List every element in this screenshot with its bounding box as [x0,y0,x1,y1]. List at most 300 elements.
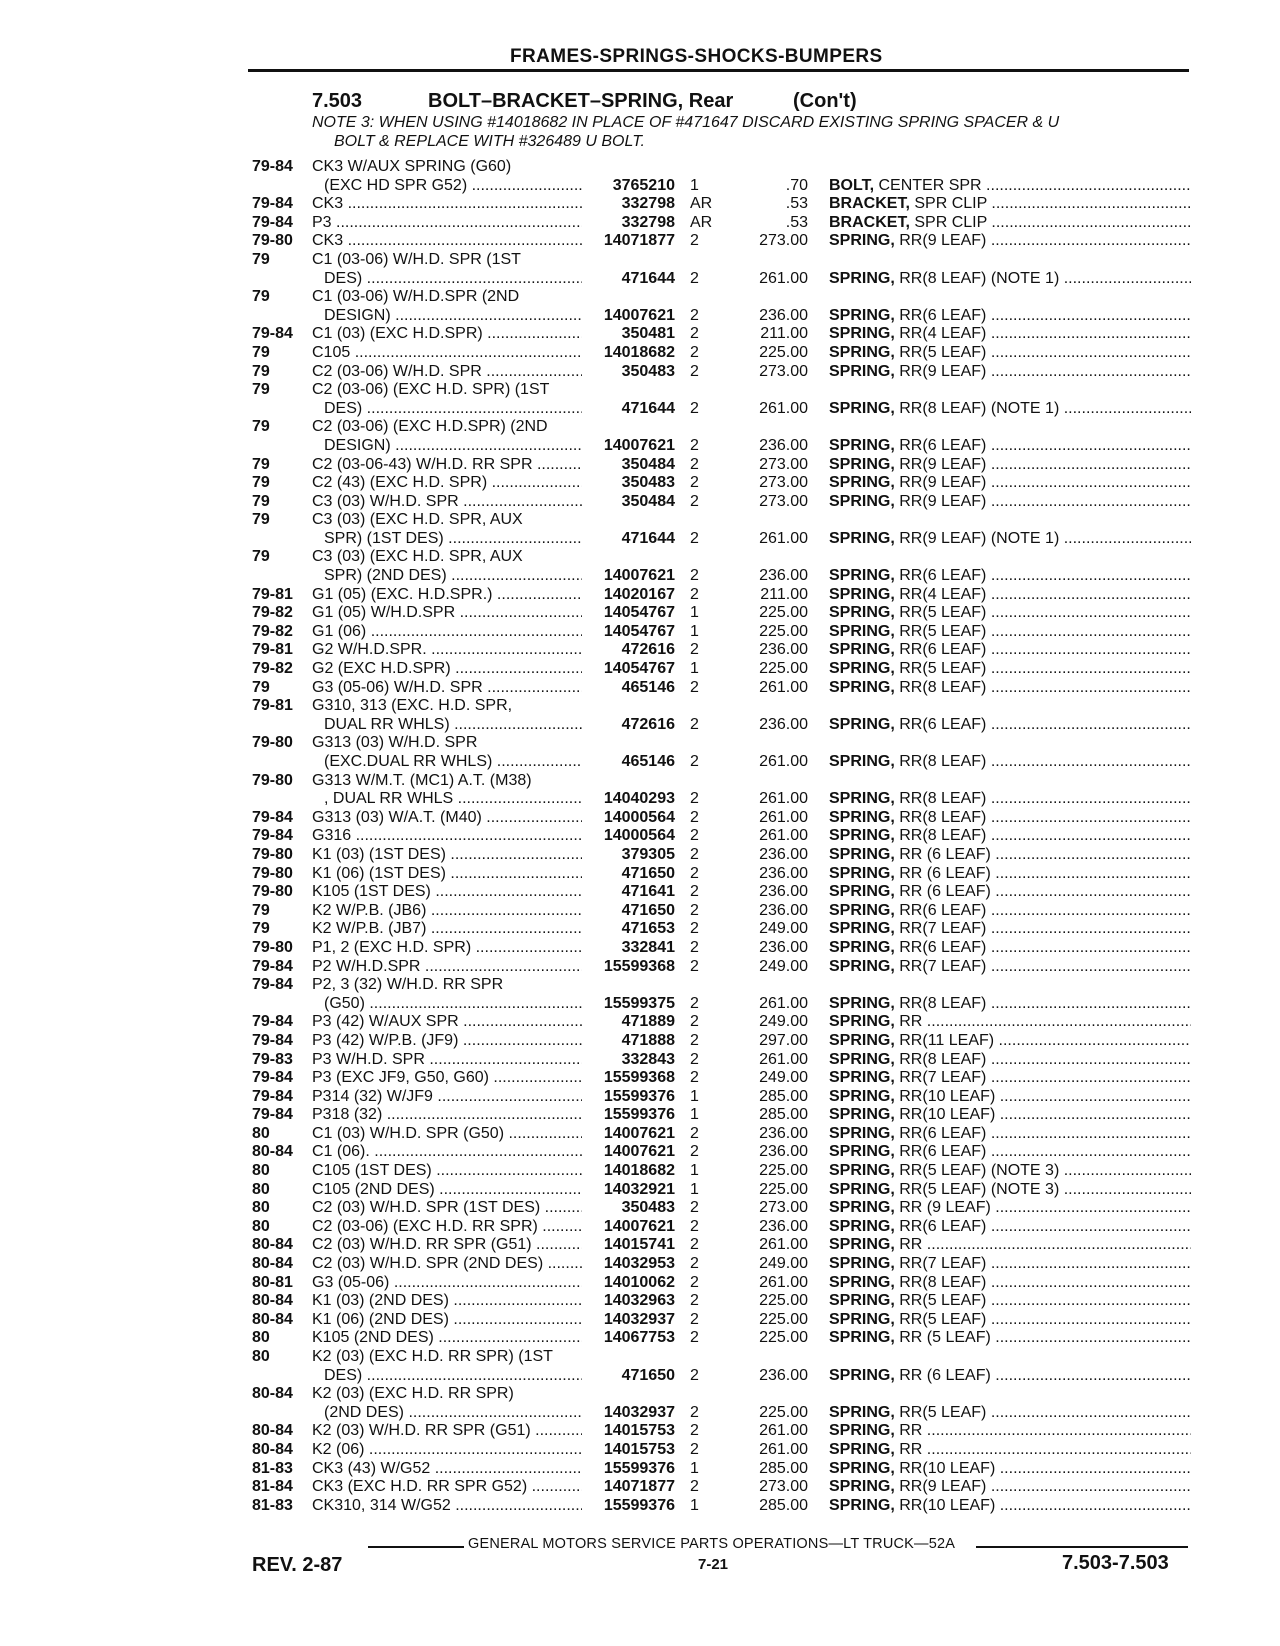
row-years: 80 [252,1329,270,1347]
row-part-detail: RR(8 LEAF) [899,1273,987,1291]
row-part-name [829,1181,1191,1200]
row-description-line: G313 (03) W/A.T. (M40) ..... [312,809,582,828]
row-part-detail: RR [899,1236,923,1254]
row-part-noun: BRACKET, [829,213,910,231]
row-part-number: 350483 [621,1199,675,1217]
row-part-name [829,902,1191,921]
row-part-name [829,1051,1191,1070]
row-years: 80-84 [252,1143,293,1161]
row-part-number: 14015753 [603,1440,675,1458]
row-quantity: 2 [690,1124,699,1142]
row-part-noun: SPRING, [829,790,895,808]
row-part-number: 472616 [621,641,675,659]
table-row [0,1069,1280,1088]
row-price: 225.00 [759,1292,808,1310]
row-price: 236.00 [759,864,808,882]
row-part-noun: SPRING, [829,1031,895,1049]
row-part-detail: RR(9 LEAF) [899,492,987,510]
row-part-detail: RR [899,1422,923,1440]
row-price: 236.00 [759,845,808,863]
row-description [312,1329,582,1348]
row-description-line: C105 (1ST DES) ..... [312,1162,582,1181]
table-row [0,939,1280,958]
row-description-line: (EXC.DUAL RR WHLS) ..... [312,753,582,772]
row-quantity: 1 [690,1496,699,1514]
row-years: 79 [252,288,270,306]
row-description-line: C2 (03-06) (EXC H.D.SPR) (2ND [312,418,548,436]
row-part-number: 14000564 [603,808,675,826]
row-part-number: 472616 [621,715,675,733]
row-part-name [829,790,1191,809]
row-part-detail: RR(6 LEAF) [899,1143,987,1161]
row-years: 79-84 [252,1069,293,1087]
row-part-noun: SPRING, [829,474,895,492]
row-price: 236.00 [759,641,808,659]
row-part-number: 14007621 [603,1217,675,1235]
row-description-line: K2 (03) (EXC H.D. RR SPR) (1ST [312,1348,553,1365]
row-part-detail: RR(5 LEAF) [899,343,987,361]
row-description [312,1441,582,1460]
row-quantity: 2 [690,567,699,585]
row-quantity: 2 [690,957,699,975]
row-description-line: DESIGN) ..... [312,437,582,456]
row-part-detail: RR(9 LEAF) [899,1478,987,1496]
row-description-line: G3 (05-06) ..... [312,1274,582,1293]
row-part-detail: RR(5 LEAF) (NOTE 3) [899,1162,1060,1180]
row-description-line: SPR) (2ND DES) ..... [312,567,582,586]
row-years: 79 [252,455,270,473]
row-part-noun: SPRING, [829,883,895,901]
row-price: 273.00 [759,474,808,492]
row-quantity: 2 [690,474,699,492]
row-years: 80-84 [252,1236,293,1254]
row-part-number: 14007621 [603,436,675,454]
row-description-line: C3 (03) (EXC H.D. SPR, AUX [312,548,523,566]
row-part-number: 14032963 [603,1292,675,1310]
table-row [0,1478,1280,1497]
row-part-number: 471650 [621,901,675,919]
row-part-number: 471889 [621,1013,675,1031]
table-row [0,232,1280,251]
row-part-detail: RR [899,1440,923,1458]
row-price: .70 [785,176,808,194]
table-row [0,418,1280,455]
row-description [312,679,582,698]
row-part-noun: SPRING, [829,753,895,770]
table-row [0,381,1280,418]
row-years: 79 [252,548,270,566]
row-years: 79-84 [252,1106,293,1124]
row-price: 249.00 [759,920,808,938]
row-part-number: 332798 [621,213,675,231]
row-years: 79 [252,418,270,436]
row-description [312,809,582,828]
row-part-name [829,456,1191,475]
row-part-number: 350484 [621,492,675,510]
row-quantity: 2 [690,864,699,882]
table-row [0,1199,1280,1218]
row-description-line: CK3 W/AUX SPRING (G60) [312,158,512,175]
row-part-detail: RR (5 LEAF) [899,1329,991,1347]
row-price: 236.00 [759,1217,808,1235]
row-part-number: 471644 [621,529,675,547]
table-row [0,1143,1280,1162]
row-part-noun: SPRING, [829,1087,895,1105]
row-description-line: G1 (05) W/H.D.SPR ..... [312,604,582,623]
row-part-name [829,400,1191,419]
table-row [0,1088,1280,1107]
row-part-noun: SPRING, [829,399,895,417]
row-description [312,1348,582,1385]
row-part-detail: RR(7 LEAF) [899,920,987,938]
row-description-line: C1 (06). ..... [312,1143,582,1162]
row-part-name [829,679,1191,698]
row-quantity: 2 [690,1236,699,1254]
row-part-noun: SPRING, [829,901,895,919]
row-years: 79-82 [252,660,293,678]
row-years: 79-81 [252,585,293,603]
row-price: 236.00 [759,567,808,585]
row-price: 261.00 [759,399,808,417]
row-years: 79-84 [252,195,293,213]
row-description [312,772,582,809]
row-part-detail: RR(6 LEAF) [899,1217,987,1235]
row-quantity: 2 [690,1255,699,1273]
table-row [0,1106,1280,1125]
row-part-detail: RR(6 LEAF) [899,901,987,919]
row-years: 79-84 [252,325,293,343]
row-part-name [829,474,1191,493]
row-part-number: 350483 [621,474,675,492]
table-row [0,195,1280,214]
row-years: 79 [252,511,270,529]
footer-rule-left [368,1546,464,1548]
row-part-noun: SPRING, [829,1440,895,1458]
row-years: 80 [252,1180,270,1198]
row-price: 273.00 [759,492,808,510]
row-part-number: 471644 [621,399,675,417]
row-description [312,641,582,660]
row-description-line: C2 (03-06) W/H.D. SPR ..... [312,363,582,382]
row-part-number: 15599368 [603,957,675,975]
row-price: 225.00 [759,1310,808,1328]
row-part-noun: SPRING, [829,994,895,1012]
row-part-name [829,1199,1191,1218]
row-part-noun: SPRING, [829,1124,895,1142]
row-part-number: 15599375 [603,994,675,1012]
table-row [0,1385,1280,1422]
row-description-line: G313 (03) W/H.D. SPR [312,734,478,752]
row-quantity: 2 [690,920,699,938]
row-price: 225.00 [759,1329,808,1347]
row-part-name [829,1013,1191,1032]
row-description [312,381,582,418]
row-quantity: 2 [690,827,699,845]
row-description-line: P318 (32) ..... [312,1106,582,1125]
row-part-noun: SPRING, [829,1199,895,1217]
row-price: 236.00 [759,306,808,324]
row-years: 79-84 [252,808,293,826]
row-description-line: CK3 (EXC H.D. RR SPR G52) ..... [312,1478,582,1497]
table-row [0,827,1280,846]
row-years: 79-80 [252,864,293,882]
row-years: 80 [252,1217,270,1235]
row-description-line: G313 W/M.T. (MC1) A.T. (M38) [312,771,532,789]
row-part-detail: RR(8 LEAF) (NOTE 1) [899,269,1060,287]
row-price: 249.00 [759,1013,808,1031]
row-part-noun: SPRING, [829,1162,895,1180]
row-price: 285.00 [759,1087,808,1105]
row-part-name [829,1422,1191,1441]
row-description [312,920,582,939]
row-description-line: C2 (03) W/H.D. SPR (2ND DES) ..... [312,1255,582,1274]
row-part-detail: RR (6 LEAF) [899,845,991,863]
row-quantity: 2 [690,1422,699,1440]
row-description [312,158,582,195]
table-row [0,1032,1280,1051]
row-quantity: 2 [690,492,699,510]
row-quantity: AR [690,213,713,231]
row-part-detail: RR(5 LEAF) [899,622,987,640]
row-part-name [829,660,1191,679]
row-part-number: 14007621 [603,306,675,324]
row-description-line: K105 (2ND DES) ..... [312,1329,582,1348]
section-number: 7.503 [312,90,363,112]
row-description-line: DESIGN) ..... [312,307,582,326]
row-part-name [829,995,1191,1014]
row-price: 236.00 [759,1366,808,1384]
table-row [0,1125,1280,1144]
row-years: 79-80 [252,845,293,863]
note-line-2: BOLT & REPLACE WITH #326489 U BOLT. [334,133,645,150]
row-description-line: DES) ..... [312,270,582,289]
row-description-line: DES) ..... [312,400,582,419]
row-quantity: 2 [690,845,699,863]
row-part-number: 471641 [621,883,675,901]
row-part-noun: SPRING, [829,1013,895,1031]
row-description-line: K2 W/P.B. (JB6) ..... [312,902,582,921]
row-description [312,734,582,771]
row-description-line: P3 ..... [312,214,582,233]
table-row [0,511,1280,548]
row-quantity: 2 [690,585,699,603]
row-years: 79-80 [252,771,293,789]
row-part-name [829,939,1191,958]
row-part-noun: SPRING, [829,1329,895,1347]
table-row [0,548,1280,585]
row-quantity: 2 [690,1329,699,1347]
row-part-noun: SPRING, [829,1255,895,1273]
row-description [312,883,582,902]
row-price: 236.00 [759,1124,808,1142]
row-part-number: 14020167 [603,585,675,603]
row-price: 273.00 [759,1478,808,1496]
row-part-name [829,307,1191,326]
row-part-noun: SPRING, [829,436,895,454]
row-description [312,251,582,288]
row-years: 79-82 [252,622,293,640]
row-price: 297.00 [759,1031,808,1049]
row-quantity: 2 [690,641,699,659]
row-part-number: 471644 [621,269,675,287]
row-part-noun: SPRING, [829,269,895,287]
row-part-noun: SPRING, [829,920,895,938]
row-price: 261.00 [759,790,808,808]
row-years: 79-84 [252,213,293,231]
row-description-line: C1 (03-06) W/H.D.SPR (2ND [312,288,520,306]
row-part-name [829,586,1191,605]
row-years: 80-84 [252,1422,293,1440]
table-row [0,363,1280,382]
row-quantity: 2 [690,1440,699,1458]
table-row [0,1329,1280,1348]
row-part-number: 15599376 [603,1496,675,1514]
footer-revision: REV. 2-87 [252,1554,343,1576]
row-part-noun: SPRING, [829,808,895,826]
row-description [312,604,582,623]
row-part-name [829,437,1191,456]
table-row [0,679,1280,698]
row-quantity: 2 [690,325,699,343]
row-part-detail: RR (9 LEAF) [899,1199,991,1217]
row-description [312,1032,582,1051]
row-part-number: 471650 [621,864,675,882]
row-description-line: G316 ..... [312,827,582,846]
row-years: 79 [252,474,270,492]
row-quantity: 2 [690,678,699,696]
row-price: 285.00 [759,1459,808,1477]
row-part-number: 15599376 [603,1106,675,1124]
row-part-detail: RR(6 LEAF) [899,715,987,733]
row-part-number: 14040293 [603,790,675,808]
row-quantity: 2 [690,269,699,287]
row-years: 79-84 [252,827,293,845]
row-description-line: C3 (03) W/H.D. SPR ..... [312,493,582,512]
row-description [312,1311,582,1330]
row-quantity: 2 [690,715,699,733]
row-quantity: 1 [690,1180,699,1198]
table-row [0,1348,1280,1385]
row-part-detail: RR(9 LEAF) [899,474,987,492]
row-price: 225.00 [759,1162,808,1180]
table-row [0,976,1280,1013]
row-description [312,288,582,325]
row-part-detail: RR(9 LEAF) [899,455,987,473]
row-part-name [829,1441,1191,1460]
row-description-line: C2 (03) W/H.D. SPR (1ST DES) ..... [312,1199,582,1218]
row-part-detail: RR(6 LEAF) [899,567,987,585]
row-years: 80-84 [252,1292,293,1310]
row-price: 261.00 [759,269,808,287]
row-description-line: C105 (2ND DES) ..... [312,1181,582,1200]
row-years: 79 [252,362,270,380]
table-row [0,1013,1280,1032]
page-header-title: FRAMES-SPRINGS-SHOCKS-BUMPERS [510,46,883,67]
row-description [312,1478,582,1497]
row-part-noun: SPRING, [829,1143,895,1161]
row-quantity: 2 [690,1069,699,1087]
row-description [312,195,582,214]
row-quantity: 1 [690,1087,699,1105]
row-description-line: K2 (06) ..... [312,1441,582,1460]
table-row [0,1311,1280,1330]
row-description-line: C1 (03) (EXC H.D.SPR) ..... [312,325,582,344]
row-part-detail: RR(9 LEAF) (NOTE 1) [899,529,1060,547]
row-part-number: 332841 [621,938,675,956]
row-description-line: C1 (03-06) W/H.D. SPR (1ST [312,250,521,268]
row-part-name [829,1032,1191,1051]
row-years: 79 [252,920,270,938]
table-row [0,325,1280,344]
row-years: 79-81 [252,641,293,659]
table-row [0,958,1280,977]
row-part-detail: RR(10 LEAF) [899,1087,996,1105]
row-part-noun: SPRING, [829,1236,895,1254]
row-price: 273.00 [759,455,808,473]
row-part-noun: SPRING, [829,1422,895,1440]
row-part-number: 465146 [621,753,675,770]
row-part-number: 14032937 [603,1310,675,1328]
row-quantity: 1 [690,622,699,640]
row-part-detail: RR(9 LEAF) [899,232,987,250]
row-price: .53 [785,195,808,213]
row-part-number: 14007621 [603,1143,675,1161]
row-part-detail: RR(9 LEAF) [899,362,987,380]
row-description-line: G310, 313 (EXC. H.D. SPR, [312,697,513,715]
section-continued: (Con't) [793,90,857,112]
row-description [312,958,582,977]
row-part-detail: RR(5 LEAF) [899,1292,987,1310]
row-part-noun: SPRING, [829,455,895,473]
row-description-line: P314 (32) W/JF9 ..... [312,1088,582,1107]
row-part-noun: SPRING, [829,325,895,343]
row-part-name [829,344,1191,363]
row-part-name [829,1497,1191,1516]
row-description [312,623,582,642]
row-part-noun: SPRING, [829,232,895,250]
row-part-number: 14032937 [603,1403,675,1421]
row-description-line: C2 (43) (EXC H.D. SPR) ..... [312,474,582,493]
table-row [0,902,1280,921]
row-years: 80-84 [252,1385,293,1403]
row-description [312,1143,582,1162]
row-description-line: G2 (EXC H.D.SPR) ..... [312,660,582,679]
row-quantity: 2 [690,362,699,380]
row-description-line: CK3 ..... [312,232,582,251]
table-row [0,1162,1280,1181]
row-description [312,344,582,363]
row-part-detail: RR(8 LEAF) (NOTE 1) [899,399,1060,417]
table-row [0,697,1280,734]
row-price: 261.00 [759,1422,808,1440]
row-part-number: 14054767 [603,660,675,678]
table-row [0,604,1280,623]
footer-publisher: GENERAL MOTORS SERVICE PARTS OPERATIONS—LT TRUCK—52A [468,1536,956,1552]
row-quantity: 2 [690,994,699,1012]
table-row [0,1274,1280,1293]
table-row [0,158,1280,195]
row-description [312,1051,582,1070]
row-description [312,1013,582,1032]
table-row [0,1292,1280,1311]
row-part-name [829,530,1191,549]
row-quantity: 2 [690,1050,699,1068]
row-description [312,1292,582,1311]
row-part-noun: SPRING, [829,362,895,380]
row-part-detail: RR (6 LEAF) [899,1366,991,1384]
row-part-name [829,1478,1191,1497]
row-quantity: 2 [690,753,699,770]
